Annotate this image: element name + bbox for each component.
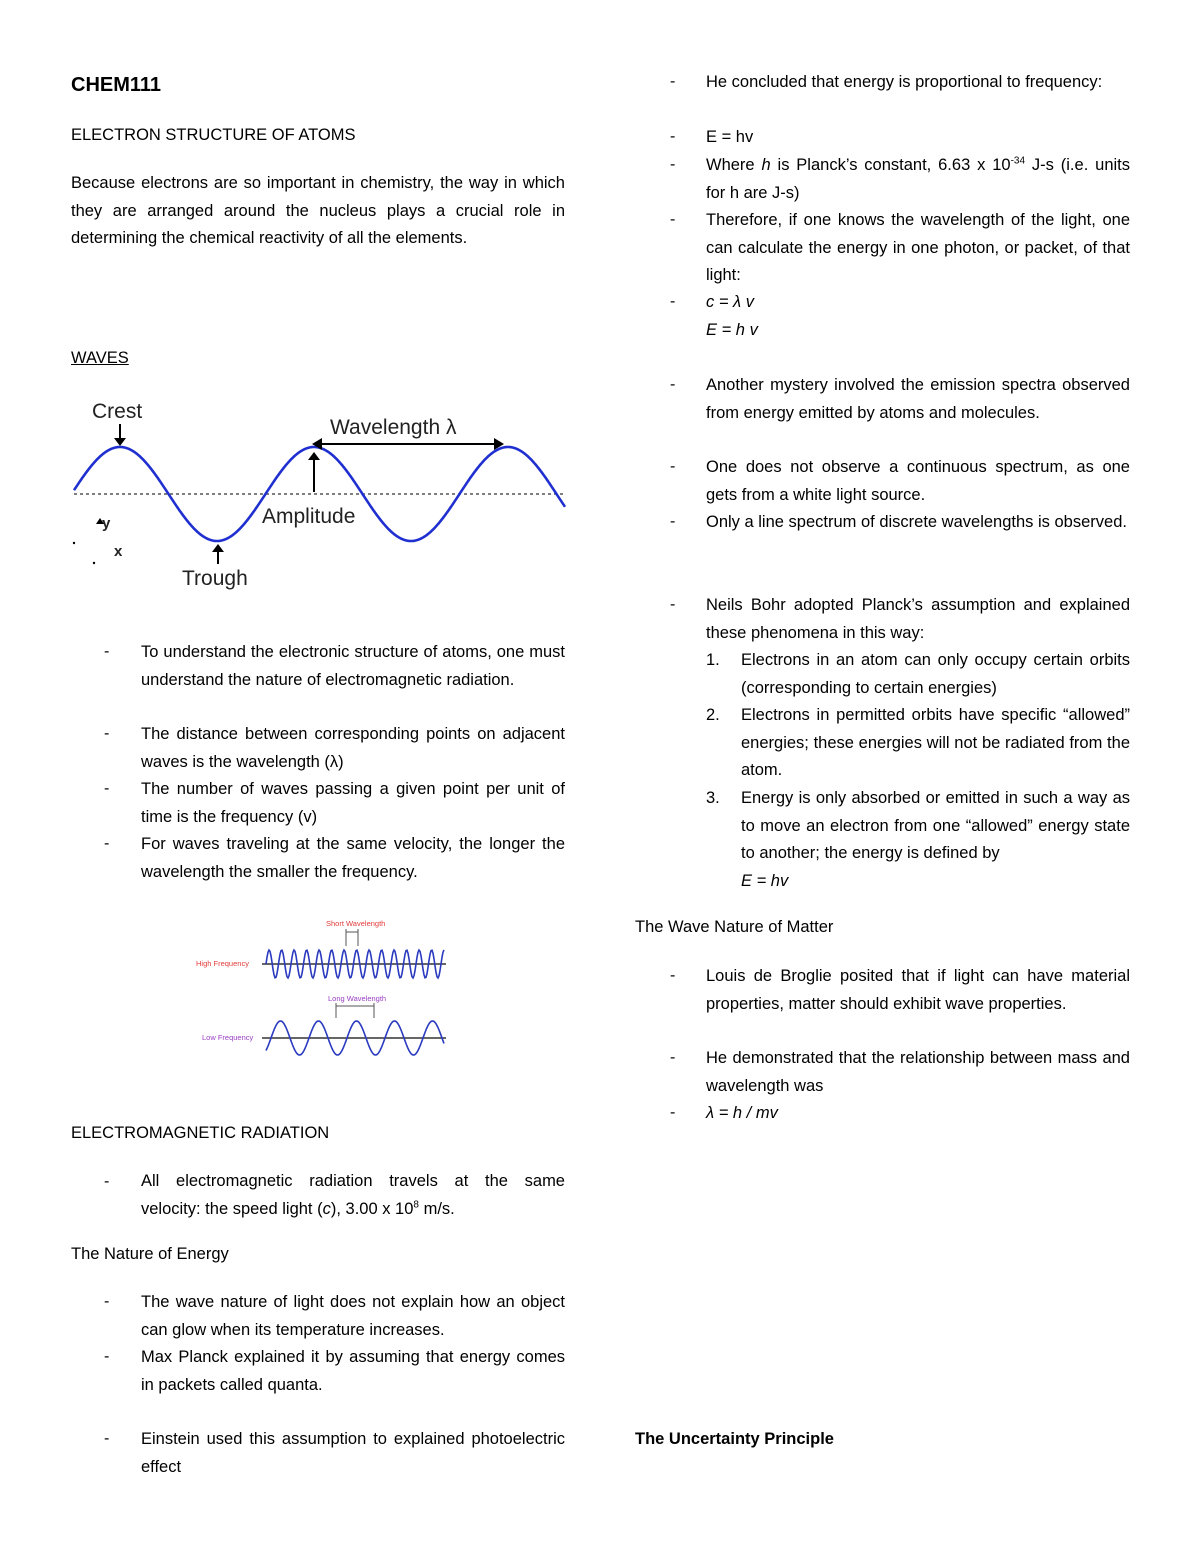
bullet-dash: -: [670, 1104, 676, 1121]
bullet-dash: -: [104, 1430, 110, 1447]
list-item: To understand the electronic structure of atoms, one must understand the nature of electromagnetic radiation.: [141, 643, 565, 689]
emr-speed-line: velocity: the speed light (c), 3.00 x $10^8$ m/s.: [141, 1199, 455, 1218]
list-item: E = h v: [706, 321, 758, 339]
list-item: E = hv: [706, 128, 754, 146]
list-item: Max Planck explained it by assuming that energy comes in packets called quanta.: [141, 1348, 565, 1394]
list-item: Electrons in an atom can only occupy certain orbits (corresponding to certain energies): [741, 651, 1130, 697]
list-number: 1.: [706, 651, 720, 669]
bullet-dash: -: [104, 1173, 110, 1190]
list-item: Louis de Broglie posited that if light can have material properties, matter should exhibit wave properties.: [706, 967, 1130, 1013]
bullet-dash: -: [670, 596, 676, 613]
list-item: All electromagnetic radiation travels at the same: [141, 1172, 565, 1190]
bullet-dash: -: [104, 835, 110, 852]
list-item: One does not observe a continuous spectrum, as one gets from a white light source.: [706, 458, 1130, 504]
list-item: Where h is Planck’s constant, 6.63 x $10^{-34}$ J-s (i.e. units for h are J-s): [706, 155, 1130, 202]
course-code: CHEM111: [71, 74, 162, 96]
y-axis-label: y: [102, 515, 111, 532]
bullet-dash: -: [670, 458, 676, 475]
wave-diagram: [68, 392, 572, 592]
list-item: Neils Bohr adopted Planck’s assumption and explained these phenomena in this way:: [706, 596, 1130, 642]
list-item: The number of waves passing a given point per unit of time is the frequency (v): [141, 780, 565, 826]
high-frequency-label: High Frequency: [196, 959, 249, 968]
bullet-dash: -: [670, 376, 676, 393]
bullet-dash: -: [104, 1348, 110, 1365]
wavelength-label: Wavelength λ: [330, 416, 457, 439]
list-item: Einstein used this assumption to explained photoelectric effect: [141, 1430, 565, 1476]
energy-heading: The Nature of Energy: [71, 1245, 229, 1263]
emr-heading: ELECTROMAGNETIC RADIATION: [71, 1124, 330, 1142]
bullet-dash: -: [670, 967, 676, 984]
list-item: For waves traveling at the same velocity, the longer the wavelength the smaller the frequency.: [141, 835, 565, 881]
list-item: Another mystery involved the emission spectra observed from energy emitted by atoms and molecules.: [706, 376, 1130, 422]
uncertainty-heading: The Uncertainty Principle: [635, 1430, 834, 1448]
short-wavelength-label: Short Wavelength: [326, 919, 386, 928]
trough-label: Trough: [182, 567, 248, 590]
bullet-dash: -: [670, 211, 676, 228]
bullet-dash: -: [104, 1293, 110, 1310]
bullet-dash: -: [670, 293, 676, 310]
de-broglie-equation: λ = h / mv: [706, 1104, 778, 1122]
crest-label: Crest: [92, 400, 143, 423]
bullet-dash: -: [670, 513, 676, 530]
list-number: 3.: [706, 789, 720, 807]
list-item: Only a line spectrum of discrete wavelengths is observed.: [706, 513, 1127, 531]
list-item: Therefore, if one knows the wavelength of the light, one can calculate the energy in one photon, or packet, of that light:: [706, 211, 1130, 285]
section-title: ELECTRON STRUCTURE OF ATOMS: [71, 126, 356, 144]
bullet-dash: -: [670, 156, 676, 173]
list-item: He concluded that energy is proportional to frequency:: [706, 73, 1103, 91]
long-wavelength-label: Long Wavelength: [328, 994, 387, 1003]
bullet-dash: -: [670, 73, 676, 90]
low-frequency-label: Low Frequency: [202, 1033, 254, 1042]
matter-heading: The Wave Nature of Matter: [635, 918, 834, 936]
list-item: c = λ v: [706, 293, 755, 311]
waves-heading: WAVES: [71, 349, 129, 367]
bullet-dash: -: [104, 643, 110, 660]
bullet-dash: -: [670, 128, 676, 145]
list-number: 2.: [706, 706, 720, 724]
bohr-equation: E = hv: [741, 872, 789, 890]
bullet-dash: -: [104, 780, 110, 797]
bullet-dash: -: [670, 1049, 676, 1066]
x-axis-label: x: [114, 543, 123, 560]
list-item: The wave nature of light does not explain how an object can glow when its temperature increases.: [141, 1293, 565, 1339]
amplitude-label: Amplitude: [262, 505, 356, 528]
bullet-dash: -: [104, 725, 110, 742]
list-item: He demonstrated that the relationship between mass and wavelength was: [706, 1049, 1130, 1095]
list-item: The distance between corresponding points on adjacent waves is the wavelength (λ): [141, 725, 565, 771]
list-item: Energy is only absorbed or emitted in such a way as to move an electron from one “allowed” energy state to another; the energy is defined by: [741, 789, 1130, 863]
frequency-diagram: [196, 914, 452, 1060]
list-item: Electrons in permitted orbits have specific “allowed” energies; these energies will not be radiated from the atom.: [741, 706, 1130, 780]
intro-paragraph: Because electrons are so important in chemistry, the way in which they are arranged around the nucleus plays a crucial role in determining the chemical reactivity of all the elements.: [71, 174, 565, 248]
